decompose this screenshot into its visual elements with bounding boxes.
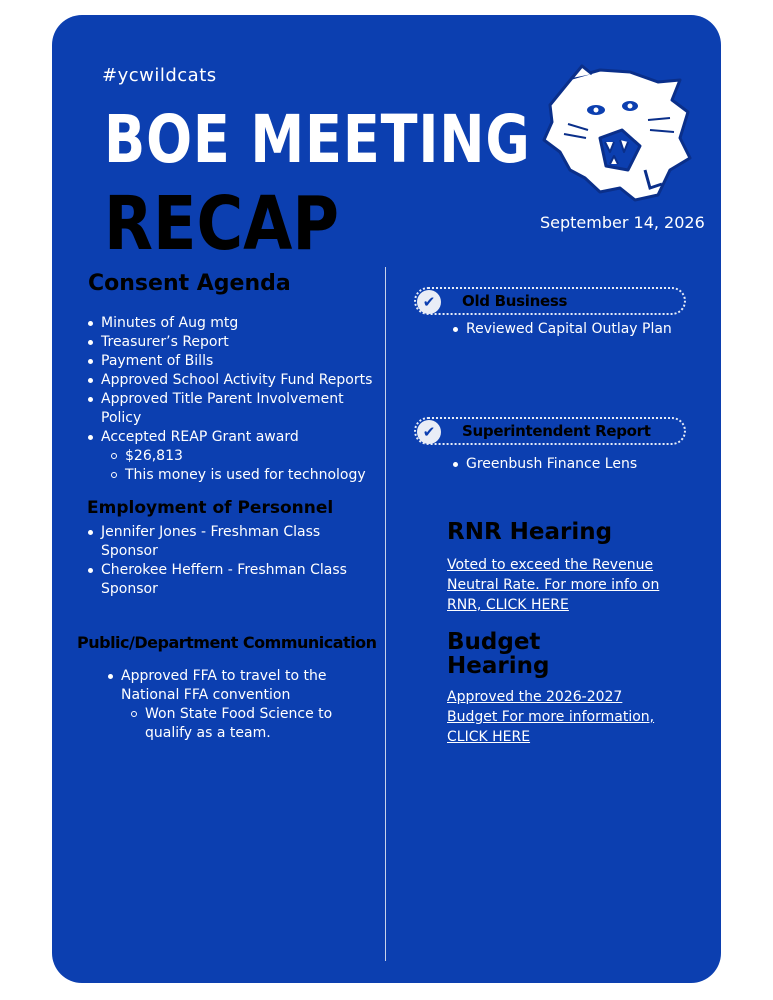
superintendent-report-pill — [414, 417, 686, 445]
consent-agenda-heading: Consent Agenda — [88, 271, 291, 296]
check-circle-icon: ✔ — [417, 420, 441, 444]
list-item: Accepted REAP Grant award — [87, 428, 387, 447]
list-item: Jennifer Jones - Freshman Class Sponsor — [87, 523, 347, 561]
public-communication-list — [107, 667, 347, 743]
title-line1: BOE MEETING — [104, 101, 531, 178]
list-item: Reviewed Capital Outlay Plan — [452, 320, 712, 339]
list-subitem: $26,813 — [87, 447, 387, 466]
list-item: Approved School Activity Fund Reports — [87, 371, 387, 390]
check-circle-icon: ✔ — [417, 290, 441, 314]
title-line2: RECAP — [104, 181, 340, 267]
list-item: Minutes of Aug mtg — [87, 314, 387, 333]
list-item: Approved Title Parent Involvement Policy — [87, 390, 387, 428]
rnr-hearing-link[interactable]: Voted to exceed the Revenue Neutral Rate. For more info on RNR, CLICK HERE — [447, 557, 660, 613]
list-item: Greenbush Finance Lens — [452, 455, 712, 474]
budget-hearing-heading: Budget Hearing — [447, 629, 550, 679]
old-business-pill — [414, 287, 686, 315]
employment-heading: Employment of Personnel — [87, 498, 334, 518]
list-subitem: Won State Food Science to qualify as a team. — [107, 705, 347, 743]
list-item: Treasurer’s Report — [87, 333, 387, 352]
list-item: Payment of Bills — [87, 352, 387, 371]
old-business-label: Old Business — [462, 292, 568, 310]
list-item: Approved FFA to travel to the National FFA convention — [107, 667, 347, 705]
employment-list — [87, 523, 347, 599]
budget-hearing-link[interactable]: Approved the 2026-2027 Budget For more information, CLICK HERE — [447, 689, 655, 745]
old-business-list — [452, 320, 712, 339]
recap-card — [52, 15, 721, 983]
superintendent-report-list — [452, 455, 712, 474]
rnr-hearing-heading: RNR Hearing — [447, 519, 613, 545]
meeting-date: September 14, 2026 — [540, 213, 705, 232]
superintendent-report-label: Superintendent Report — [462, 422, 651, 440]
list-item: Cherokee Heffern - Freshman Class Sponsor — [87, 561, 347, 599]
hashtag: #ycwildcats — [102, 65, 217, 86]
list-subitem: This money is used for technology — [87, 466, 387, 485]
public-communication-heading: Public/Department Communication — [77, 633, 377, 652]
consent-agenda-list — [87, 314, 387, 485]
wildcat-mascot-icon — [530, 60, 700, 205]
